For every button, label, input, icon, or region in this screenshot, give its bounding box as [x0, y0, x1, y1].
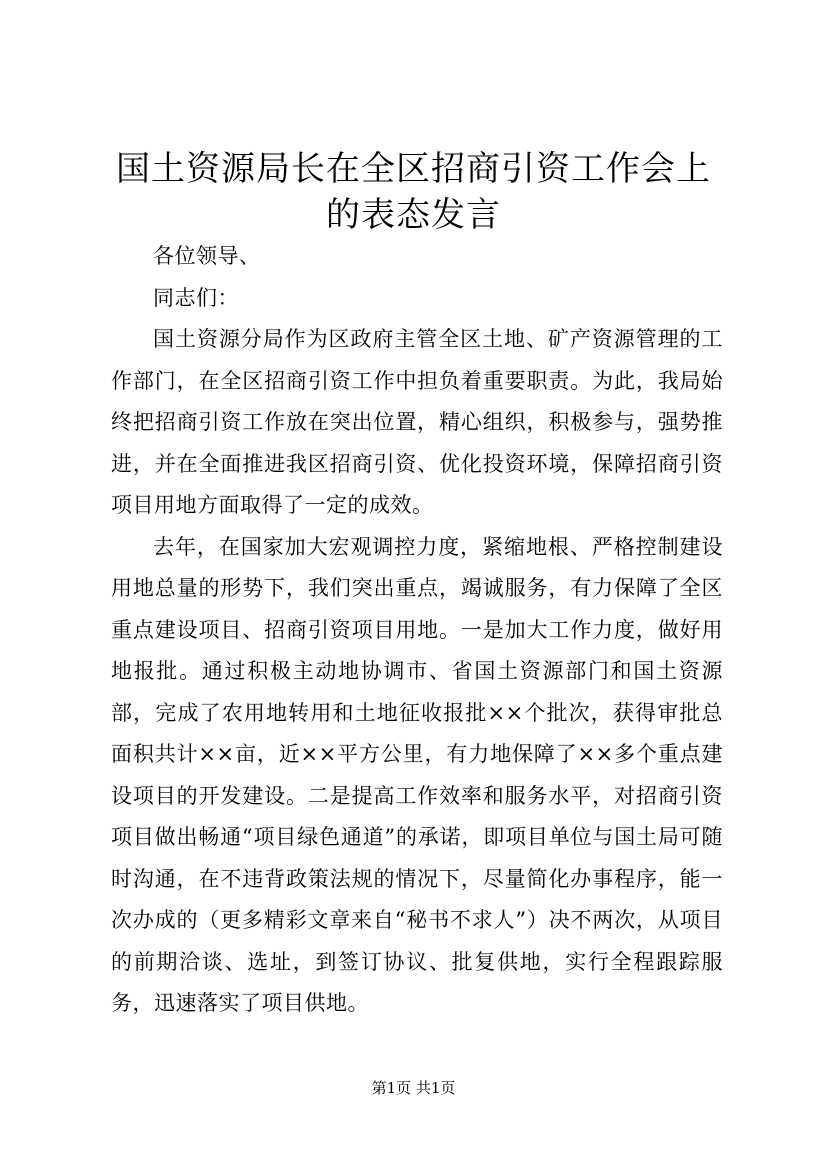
page-footer: 第1页 共1页: [371, 1079, 456, 1097]
salutation-leaders: 各位领导、: [153, 244, 261, 268]
document-body: [111, 236, 723, 1025]
salutation-comrades: 同志们：: [153, 285, 239, 310]
paragraph-intro: 国土资源分局作为区政府主管全区土地、矿产资源管理的工作部门，在全区招商引资工作中担负着重要职责。为此，我局始终把招商引资工作放在突出位置，精心组织，积极参与，强势推进，并在全面推进我区招商引资、优化投资环境，保障招商引资项目用地方面取得了一定的成效。: [111, 327, 723, 517]
paragraph-last-year: 去年，在国家加大宏观调控力度，紧缩地根、严格控制建设用地总量的形势下，我们突出重点，竭诚服务，有力保障了全区重点建设项目、招商引资项目用地。一是加大工作力度，做好用地报批。通过积极主动地协调市、省国土资源部门和国土资源部，完成了农用地转用和土地征收报批××个批次，获得审批总面积共计××亩，近××平方公里，有力地保障了××多个重点建设项目的开发建设。二是提高工作效率和服务水平，对招商引资项目做出畅通“项目绿色通道”的承诺，即项目单位与国土局可随时沟通，在不违背政策法规的情况下，尽量简化办事程序，能一次办成的（更多精彩文章来自“秘书不求人”）决不两次，从项目的前期洽谈、选址，到签订协议、批复供地，实行全程跟踪服务，迅速落实了项目供地。: [111, 534, 723, 1015]
document-title: 国土资源局长在全区招商引资工作会上的表态发言: [116, 149, 711, 235]
